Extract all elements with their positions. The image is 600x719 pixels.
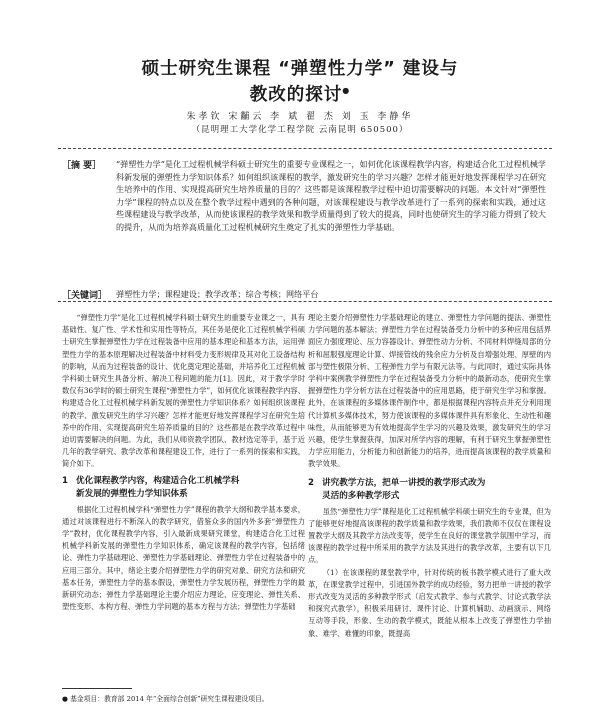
section-2-title-line2: 灵活的多种教学形式 xyxy=(322,490,400,501)
left-column xyxy=(62,312,305,613)
keywords-label: ［关键词］ xyxy=(62,291,108,301)
abstract-text: “弹塑性力学”是化工过程机械学科硕士研究生的重要专业课程之一，如何优化该课程教学内容，构建适合化工过程机械学科新发展的弹塑性力学知识体系？如何组织该课程的教学，激发研究生的学习兴趣？怎样才能更好地发挥课程学习在研究生培养中的作用、实现提高研究生培养质量的目的？这些都是该课程教学过程中迫切需要解决的问题。本文针对“弹塑性力学”课程的特点以及在整个教学过程中遇到的各种问题，对该课程建设与教学改革进行了一系列的探索和实践，通过这些课程建设与教学改革，从而使该课程的教学效果和教学质量得到了较大的提高，同时也使研究生的学习能力得到了较大的提升，从而为培养高质量化工过程机械研究生奠定了扎实的弹塑性力学基础。 xyxy=(116,159,546,232)
footnote-rule xyxy=(62,688,132,689)
section-2-paragraph-2: （1）在该课程的课堂教学中，针对传统的板书教学模式进行了重大改革，在课堂教学过程中，引进国外教学的成功经验，努力把单一讲授的教学形式改变为灵活的多种教学形式（启发式教学、参与式教学、讨论式教学法和探究式教学），积极采用研讨、课件讨论、计算机辅助、动画演示、网络互动等手段，形象、生动的教学模式，既能从根本上改变了弹塑性力学抽象、难学、难懂的印象，既提高 xyxy=(308,567,551,638)
section-1-heading xyxy=(62,475,305,501)
section-2-title-line1: 讲究教学方法，把单一讲授的教学形式改为 xyxy=(322,477,486,488)
paper-title-line1: 硕士研究生课程 “弹塑性力学” 建设与 xyxy=(141,59,459,79)
section-2-paragraph-1: 虽然“弹塑性力学”课程是化工过程机械学科硕士研究生的专业课，但为了能够更好地提高该课程的教学质量和教学效果，我们教师不仅仅在课程设置教学大纲及其教学方法改变等，使学生在良好的课堂教学氛围中学习，而该课程的教学过程中所采用的教学方法及其进行的教学改革，主要有以下几点。 xyxy=(308,506,551,565)
funding-footnote: ● 基金项目：教育部 2014 年“全面综合创新”研究生课程建设项目。 xyxy=(62,695,269,703)
author-list: 朱孝钦 宋黼云 李 斌 翟 杰 刘 玉 李静华 xyxy=(186,112,414,122)
right-column xyxy=(308,312,551,640)
section-2-number: 2 xyxy=(308,477,314,488)
abstract-box xyxy=(58,148,552,302)
section-1-title-line2: 新发展的弹塑性力学知识体系 xyxy=(76,488,188,499)
keywords-text: 弹塑性力学；课程建设；教学改革；综合考核；网络平台 xyxy=(116,289,319,299)
continued-paragraph: 理论主要介绍弹塑性力学基础理论的建立、弹塑性力学问题的提法、弹塑性力学问题的基本解法；弹塑性力学在过程装备受力分析中的多种应用包括界面应力强度理论、压力容器设计、弹塑性动力分析、不同材料焊缝局部的分析和屈服强度理论计算、焊接管线的残余应力分析及自增强处理、厚壁的内部与塑性极限分析、工程弹性力学与有限元法等。与此同时，通过实际具体学科中案例教学弹塑性力学在过程装备受力分析中的最新动态，使研究生掌握弹塑性力学分析方法在过程装备中的应用思路，使于研究生学习和掌握。此外，在该课程的多媒体课件制作中，都是根据课程内容特点并充分利用现代计算机多媒体技术，努力使该课程的多媒体课件具有形象化、生动性和趣味性，从而能够更为有效地提高学生学习的兴趣及效果，激发研究生的学习兴趣，使学生掌握获得，加深对所学内容的理解，有利于研究生掌握弹塑性力学应用能力，分析能力和创新能力的培养，进而提高该课程的教学质量和教学效果。 xyxy=(308,313,551,469)
section-1-number: 1 xyxy=(62,475,68,486)
section-2-heading xyxy=(308,477,551,503)
funding-mark: ● xyxy=(342,86,351,95)
paper-title-line2-text: 教改的探讨 xyxy=(249,84,343,105)
intro-paragraph: “弹塑性力学”是化工过程机械学科硕士研究生的重要专业课之一，具有基础性、复广性、学术性和实用性等特点，其任务是使化工过程机械学科硕士研究生掌握弹塑性力学在过程装备中应用的基本理论和基本方法，运用弹塑性力学的基本原理解决过程装备中材料受力变形规律及其对化工设备结构的影响，从而为过程装备的设计、优化奠定理论基础，并培养化工过程机械学科硕士研究生具备分析、解决工程问题的能力[1]。因此，对于教学学时数仅有36学时的硕士研究生课程“弹塑性力学”，如何优化该课程教学内容、构建适合化工过程机械学科新发展的弹塑性力学知识体系？如何组织该课程的教学、激发研究生的学习兴趣？怎样才能更好地发挥课程学习在研究生培养中的作用、实现提高研究生培养质量的目的？这些都是在教学改革过程中迫切需要解决的问题。为此，我们从师资教学团队、教材选定等手，基于近几年的教学研究、教学改革和课程建设工作，进行了一系列的探索和实践，简介如下。 xyxy=(62,313,305,469)
paper-title-line2 xyxy=(0,80,600,106)
section-1-paragraph: 根据化工过程机械学科“弹塑性力学”课程的教学大纲和教学基本要求，通过对该课程进行不断深入的教学研究，借鉴众多的国内外多套“弹塑性力学”教材，优化课程教学内容，引入最新成果研究课堂，构建适合化工过程机械学科新发展的弹塑性力学知识体系，确定该课程的教学内容，包括绪论、弹性力学基础理论、弹塑性力学基础理论、弹塑性力学在过程装备中的应用三部分。其中，绪论主要介绍弹塑性力学的研究对象、研究方法和研究基本任务，弹塑性力学的基本假设，弹塑性力学发展历程，弹塑性力学的最新研究动态；弹性力学基础理论主要介绍应力理论、应变理论、弹性关系、塑性变形、本构方程、弹性力学问题的基本方程与方法；弹塑性力学基础 xyxy=(62,504,305,612)
author-affiliation: （昆明理工大学化学工程学院 云南昆明 650500） xyxy=(191,125,409,135)
abstract-label: ［摘 要］ xyxy=(62,161,102,171)
section-1-title-line1: 优化课程教学内容，构建适合化工机械学科 xyxy=(76,475,240,486)
